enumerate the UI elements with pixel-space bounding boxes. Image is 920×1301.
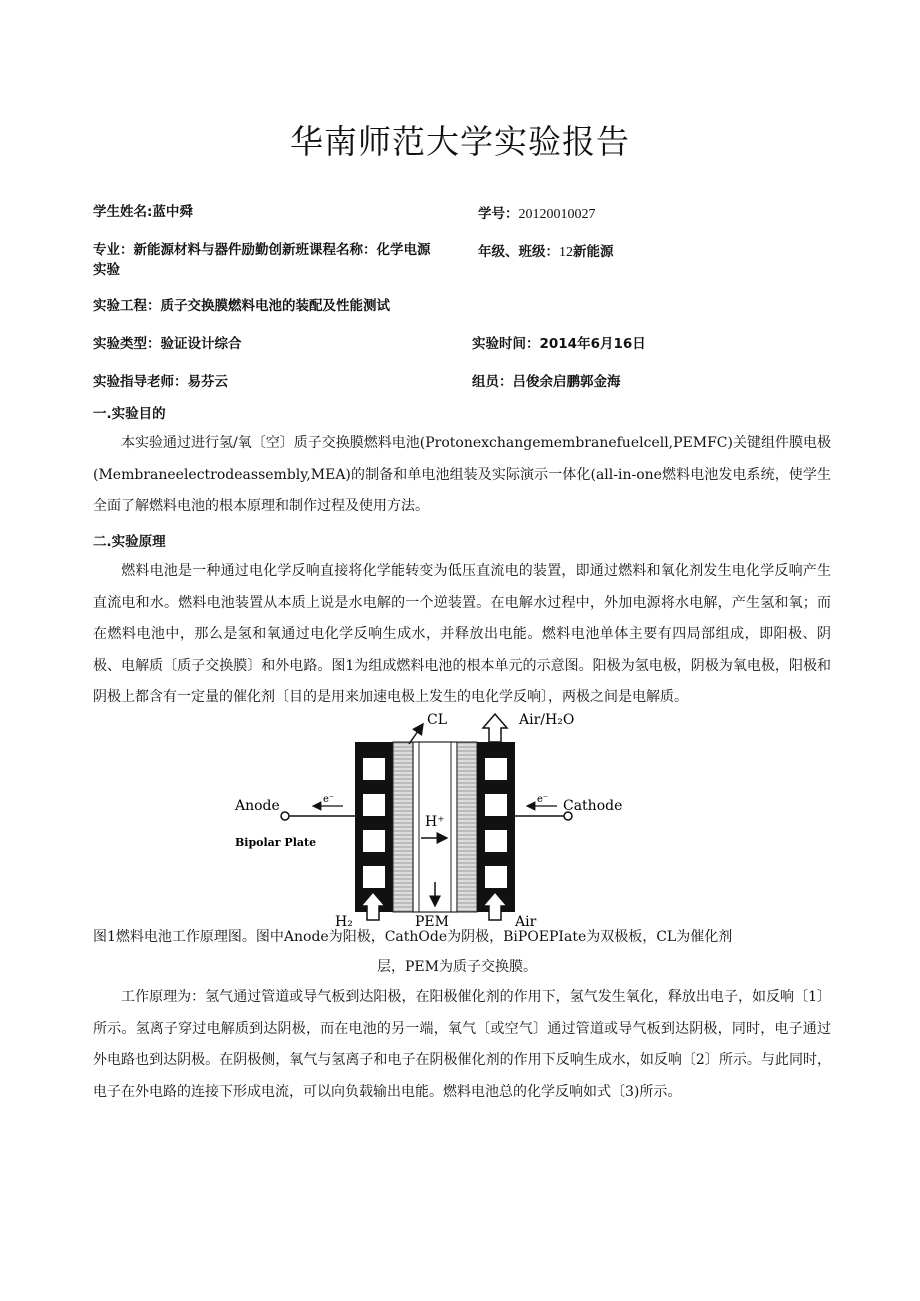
anode-catalyst-layer — [393, 742, 413, 912]
student-id-value: 20120010027 — [518, 207, 596, 222]
grade-value: 新能源 — [573, 244, 614, 260]
section-1-heading: 一.实验目的 — [93, 406, 166, 422]
air-outlet-arrow — [483, 714, 507, 742]
left-bipolar-plate — [355, 742, 393, 912]
time-value: 2014年6月16日 — [539, 336, 646, 352]
section-2-heading: 二.实验原理 — [93, 534, 166, 550]
work-principle-text: 工作原理为：氢气通过管道或导气板到达阳极，在阳极催化剂的作用下，氢气发生氧化，释放出电子，如反响〔1〕所示。氢离子穿过电解质到达阴极，而在电池的另一端，氧气〔或空气〕通过管道或导气板到达阴极，同时，电子通过外电路也到达阴极。在阴极侧，氧气与氢离子和电子在阴极催化剂的作用下反响生成水，如反响〔2〕所示。与此同时，电子在外电路的连接下形成电流，可以向负载输出电能。燃料电池总的化学反响如式〔3)所示。 — [93, 989, 831, 1100]
student-name-value: 蓝中舜 — [152, 204, 193, 220]
section-1-body — [93, 428, 831, 523]
label-pem: PEM — [415, 914, 449, 930]
major-line-2: 实验 — [93, 262, 120, 278]
right-bipolar-plate — [477, 742, 515, 912]
teacher-label: 实验指导老师： — [93, 374, 188, 390]
label-cathode: Cathode — [563, 798, 623, 814]
student-id-label: 学号： — [478, 206, 519, 222]
type-field — [93, 334, 242, 354]
major-field — [93, 240, 473, 280]
cathode-catalyst-layer — [457, 742, 477, 912]
fuel-cell-svg — [225, 706, 645, 930]
type-label: 实验类型： — [93, 336, 161, 352]
members-field — [472, 372, 621, 392]
time-label: 实验时间： — [472, 336, 540, 352]
label-e-left: e⁻ — [323, 794, 335, 805]
fuel-cell-diagram — [225, 706, 645, 930]
section-2-body — [93, 556, 831, 714]
label-h2: H₂ — [335, 914, 353, 930]
major-line-1: 专业：新能源材料与器件励勤创新班课程名称：化学电源 — [93, 242, 431, 258]
project-field: 实验工程：质子交换膜燃料电池的装配及性能测试 — [93, 298, 390, 314]
grade-field — [478, 242, 614, 263]
grade-label: 年级、班级： — [478, 244, 559, 260]
student-name-label: 学生姓名: — [93, 204, 153, 220]
cl-arrow — [409, 724, 423, 744]
label-air: Air — [515, 914, 537, 930]
label-hplus: H⁺ — [425, 814, 445, 830]
label-bipolar-plate: Bipolar Plate — [235, 836, 317, 849]
teacher-field — [93, 372, 228, 392]
section-1-text: 本实验通过进行氢/氧〔空〕质子交换膜燃料电池(Protonexchangemembranefuelcell,PEMFC)关键组件膜电极(Membraneelectrodeassembly,MEA)的制备和单电池组装及实际演示一体化(all-in-one燃料电池发电系统，使学生全面了解燃料电池的根本原理和制作过程及使用方法。 — [93, 435, 831, 514]
grade-number: 12 — [559, 245, 573, 260]
figure-caption-line-2: 层，PEM为质子交换膜。 — [377, 959, 537, 975]
section-2-text: 燃料电池是一种通过电化学反响直接将化学能转变为低压直流电的装置，即通过燃料和氧化剂发生电化学反响产生直流电和水。燃料电池装置从本质上说是水电解的一个逆装置。在电解水过程中，外加电源将水电解，产生氢和氧；而在燃料电池中，那么是氢和氧通过电化学反响生成水，并释放出电能。燃料电池单体主要有四局部组成，即阳极、阴极、电解质〔质子交换膜〕和外电路。图1为组成燃料电池的根本单元的示意图。阳极为氢电极，阴极为氧电极，阳极和阴极上都含有一定量的催化剂〔目的是用来加速电极上发生的电化学反响〕，两极之间是电解质。 — [93, 563, 831, 705]
work-principle-body — [93, 982, 831, 1108]
label-anode: Anode — [235, 798, 280, 814]
label-e-right: e⁻ — [537, 794, 549, 805]
members-value: 吕俊余启鹏郭金海 — [512, 374, 621, 390]
label-cl: CL — [427, 712, 448, 728]
label-air-h2o: Air/H₂O — [519, 712, 575, 728]
type-value: 验证设计综合 — [160, 336, 242, 352]
members-label: 组员： — [472, 374, 513, 390]
student-id-field — [478, 204, 596, 225]
teacher-value: 易芬云 — [187, 374, 228, 390]
report-title: 华南师范大学实验报告 — [290, 122, 630, 161]
time-field — [472, 334, 646, 354]
anode-terminal-icon — [281, 812, 289, 820]
student-name-field — [93, 202, 193, 222]
figure-caption-line-1: 图1燃料电池工作原理图。图中Anode为阳极，CathOde为阴极，BiPOEPIate为双极板，CL为催化剂 — [93, 929, 733, 945]
